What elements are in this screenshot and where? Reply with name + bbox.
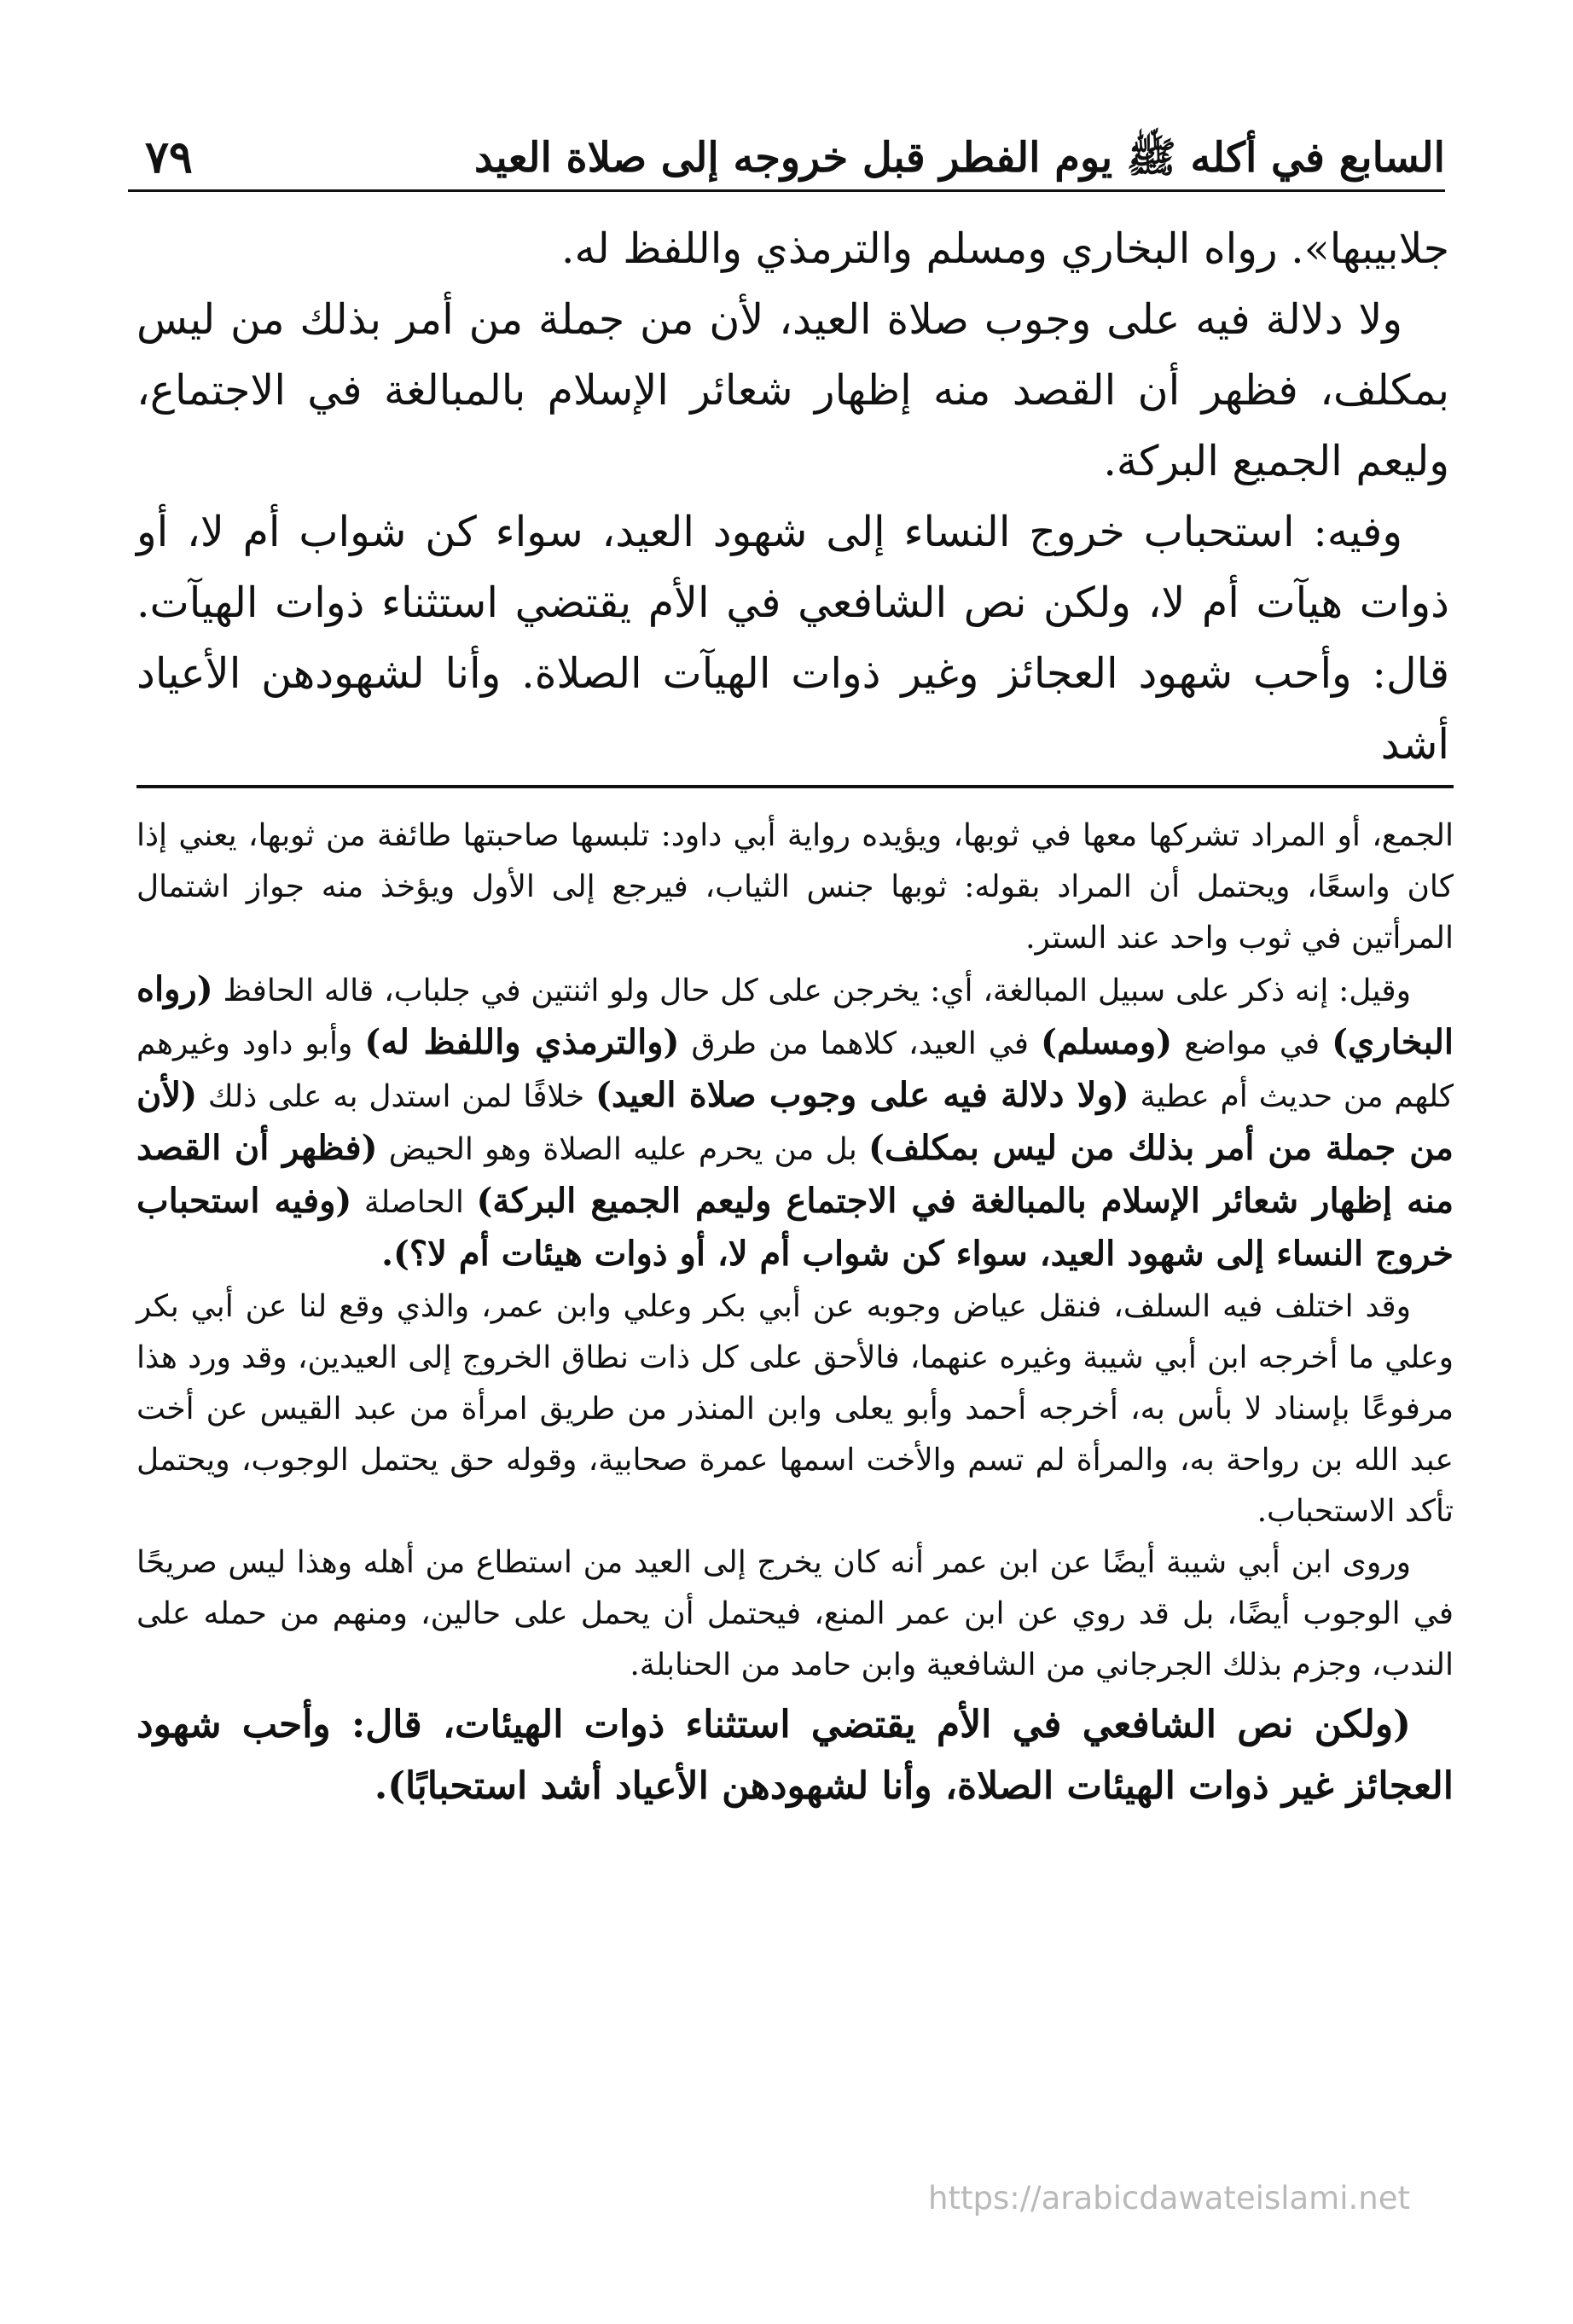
page-header [145, 115, 1445, 183]
quoted-matn: (وفيه استحباب خروج النساء إلى شهود العيد، سواء كن شواب أم لا، أو ذوات هيئات أم لا؟). [136, 1181, 1454, 1274]
watermark-url: https://arabicdawateislami.net [928, 2180, 1410, 2217]
running-title: السابع في أكله ﷺ يوم الفطر قبل خروجه إلى صلاة العيد [474, 134, 1445, 182]
commentary-text: خلافًا لمن استدل به على ذلك [197, 1079, 595, 1114]
quoted-matn: (والترمذي واللفظ له) [364, 1022, 680, 1062]
quoted-matn: (ومسلم) [1041, 1022, 1173, 1062]
main-text [136, 213, 1449, 780]
quoted-matn: (لأن من جملة من أمر بذلك من ليس بمكلف) [136, 1075, 1454, 1168]
main-paragraph-2: ولا دلالة فيه على وجوب صلاة العيد، لأن من جملة من أمر بذلك من ليس بمكلف، فظهر أن القصد منه إظهار شعائر الإسلام بالمبالغة في الاجتماع، وليعم الجميع البركة. [136, 295, 1449, 485]
main-paragraph-3: وفيه: استحباب خروج النساء إلى شهود العيد، سواء كن شواب أم لا، أو ذوات هيآت أم لا، ولكن نص الشافعي في الأم يقتضي استثناء ذوات الهيآت. قال: وأحب شهود العجائز وغير ذوات الهيآت الصلاة. وأنا لشهودهن الأعياد أشد [136, 508, 1449, 769]
quoted-matn: (ولا دلالة فيه على وجوب صلاة العيد) [595, 1075, 1129, 1115]
commentary-text: في العيد، كلاهما من طرق [679, 1026, 1042, 1061]
commentary-paragraph-1: الجمع، أو المراد تشركها معها في ثوبها، ويؤيده رواية أبي داود: تلبسها صاحبتها طائفة من ثوبها، يعني إذا كان واسعًا، ويحتمل أن المراد بقوله: ثوبها جنس الثياب، فيرجع إلى الأول ويؤخذ منه جواز اشتمال المرأتين في ثوب واحد عند الستر. [136, 818, 1454, 956]
commentary-paragraph-4: وروى ابن أبي شيبة أيضًا عن ابن عمر أنه كان يخرج إلى العيد من استطاع من أهله وهذا ليس صريحًا في الوجوب أيضًا، بل قد روي عن ابن عمر المنع، فيحتمل أن يحمل على حالين، ومنهم من حمله على الندب، وجزم بذلك الجرجاني من الشافعية وابن حامد من الحنابلة. [136, 1545, 1454, 1682]
footnote-rule [136, 785, 1454, 788]
commentary-paragraph-5: (ولكن نص الشافعي في الأم يقتضي استثناء ذوات الهيئات، قال: وأحب شهود العجائز غير ذوات الهيئات الصلاة، وأنا لشهودهن الأعياد أشد استحبابًا). [136, 1703, 1454, 1808]
main-paragraph-1: جلابيبها». رواه البخاري ومسلم والترمذي واللفظ له. [560, 224, 1449, 273]
quoted-matn: (رواه البخاري) [136, 969, 1454, 1062]
commentary [136, 810, 1454, 1817]
commentary-paragraph-2 [136, 964, 1454, 1281]
commentary-text: بل من يحرم عليه الصلاة وهو الحيض [377, 1132, 868, 1167]
commentary-text: وقيل: إنه ذكر على سبيل المبالغة، أي: يخرجن على كل حال ولو اثنتين في جلباب، قاله الحافظ [212, 973, 1411, 1008]
commentary-paragraph-3: وقد اختلف فيه السلف، فنقل عياض وجوبه عن أبي بكر وعلي وابن عمر، والذي وقع لنا عن أبي بكر وعلي ما أخرجه ابن أبي شيبة وغيره عنهما، فالأحق على كل ذات نطاق الخروج إلى العيدين، وقد ورد هذا مرفوعًا بإسناد لا بأس به، أخرجه أحمد وأبو يعلى وابن المنذر من طريق امرأة من عبد القيس عن أخت عبد الله بن رواحة به، والمرأة لم تسم والأخت اسمها عمرة صحابية، وقوله حق يحتمل الوجوب، ويحتمل تأكد الاستحباب. [136, 1289, 1454, 1529]
page-number: ٧٩ [145, 131, 193, 183]
commentary-text: وأبو داود وغيرهم كلهم من حديث أم عطية [136, 1026, 1454, 1114]
commentary-text: في مواضع [1172, 1026, 1332, 1061]
header-rule [128, 189, 1445, 192]
quoted-matn: (فظهر أن القصد منه إظهار شعائر الإسلام بالمبالغة في الاجتماع وليعم الجميع البركة) [136, 1128, 1454, 1221]
commentary-text: الحاصلة [351, 1185, 477, 1220]
